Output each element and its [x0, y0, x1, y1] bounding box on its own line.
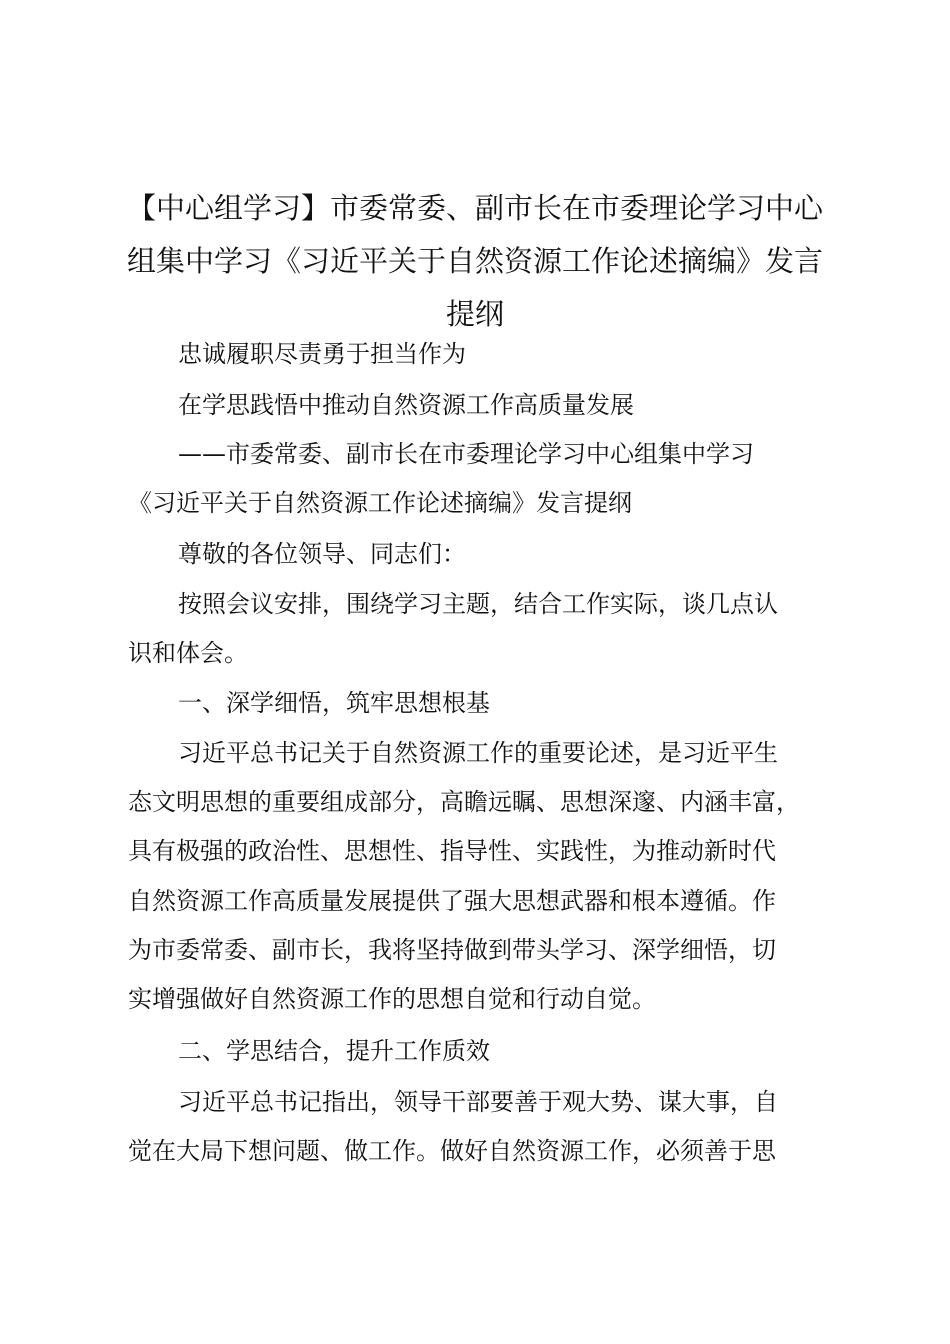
subtitle-1: 忠诚履职尽责勇于担当作为 [178, 340, 466, 368]
section-2-line: 习近平总书记指出，领导干部要善于观大势、谋大事，自 [178, 1088, 778, 1116]
byline-line: 《习近平关于自然资源工作论述摘编》发言提纲 [128, 489, 632, 517]
document-title [120, 182, 830, 341]
section-1-line: 具有极强的政治性、思想性、指导性、实践性，为推动新时代 [128, 837, 776, 865]
intro-line: 识和体会。 [128, 639, 248, 667]
title-line: 【中心组学习】市委常委、副市长在市委理论学习中心 [126, 191, 823, 225]
section-2-heading: 二、学思结合，提升工作质效 [178, 1037, 490, 1065]
byline-line: ——市委常委、副市长在市委理论学习中心组集中学习 [178, 440, 754, 468]
section-1-line: 习近平总书记关于自然资源工作的重要论述，是习近平生 [178, 739, 778, 767]
salutation: 尊敬的各位领导、同志们： [178, 540, 466, 568]
section-1-line: 态文明思想的重要组成部分，高瞻远瞩、思想深邃、内涵丰富， [128, 788, 800, 816]
subtitle-2: 在学思践悟中推动自然资源工作高质量发展 [178, 391, 634, 419]
title-line: 组集中学习《习近平关于自然资源工作论述摘编》发言 [126, 244, 823, 278]
section-2-line: 觉在大局下想问题、做工作。做好自然资源工作，必须善于思 [128, 1137, 776, 1165]
title-line: 提纲 [445, 297, 504, 331]
section-1-line: 实增强做好自然资源工作的思想自觉和行动自觉。 [128, 985, 656, 1013]
intro-line: 按照会议安排，围绕学习主题，结合工作实际，谈几点认 [178, 590, 778, 618]
section-1-line: 自然资源工作高质量发展提供了强大思想武器和根本遵循。作 [128, 887, 776, 915]
section-1-heading: 一、深学细悟，筑牢思想根基 [178, 689, 490, 717]
section-1-line: 为市委常委、副市长，我将坚持做到带头学习、深学细悟，切 [128, 936, 776, 964]
